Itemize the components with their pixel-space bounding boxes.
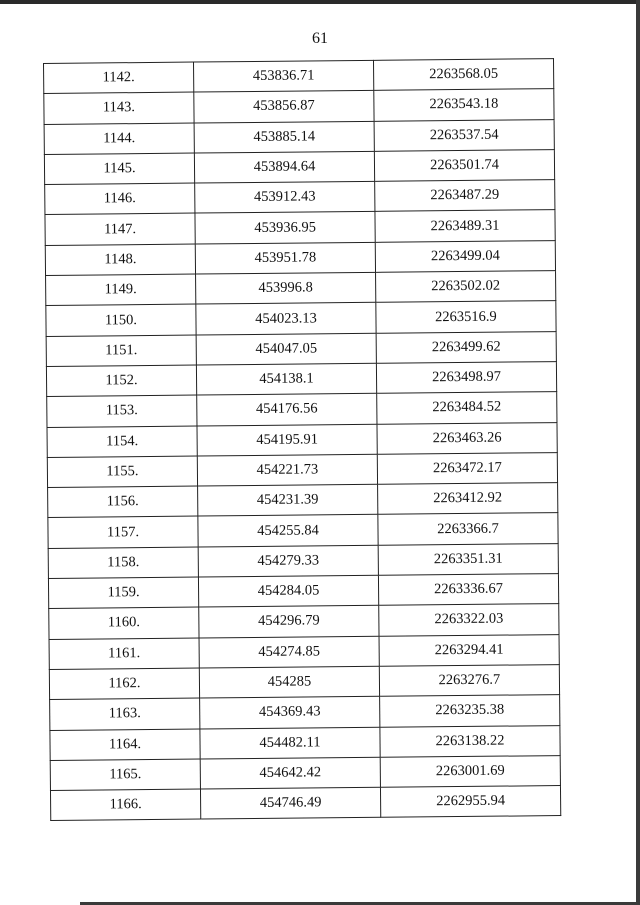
y-coordinate-cell: 2263472.17 [377, 452, 557, 484]
x-coordinate-cell: 454176.56 [197, 394, 377, 426]
table-row [50, 786, 560, 821]
y-coordinate-cell: 2263489.31 [375, 210, 555, 242]
y-coordinate-cell: 2263537.54 [374, 119, 554, 151]
point-number-cell: 1148. [45, 244, 195, 276]
x-coordinate-cell: 454221.73 [197, 454, 377, 486]
point-number-cell: 1150. [46, 304, 196, 336]
point-number-cell: 1152. [46, 365, 196, 397]
table-row [47, 392, 557, 427]
table-row [50, 725, 560, 760]
y-coordinate-cell: 2263499.62 [376, 331, 556, 363]
table-row [48, 483, 558, 518]
x-coordinate-cell: 454296.79 [199, 606, 379, 638]
y-coordinate-cell: 2263516.9 [376, 301, 556, 333]
y-coordinate-cell: 2263366.7 [378, 513, 558, 545]
point-number-cell: 1159. [48, 577, 198, 609]
y-coordinate-cell: 2263001.69 [380, 755, 560, 787]
y-coordinate-cell: 2263235.38 [380, 695, 560, 727]
table-row [48, 513, 558, 548]
y-coordinate-cell: 2263487.29 [375, 180, 555, 212]
table-row [45, 240, 555, 275]
y-coordinate-cell: 2263276.7 [379, 665, 559, 697]
table-row [45, 210, 555, 245]
table-row [46, 362, 556, 397]
table-row [48, 543, 558, 578]
table-row [47, 422, 557, 457]
table-row [46, 331, 556, 366]
table-row [49, 665, 559, 700]
table-row [50, 695, 560, 730]
x-coordinate-cell: 454195.91 [197, 424, 377, 456]
point-number-cell: 1142. [44, 62, 194, 94]
x-coordinate-cell: 454023.13 [196, 303, 376, 335]
table-row [46, 271, 556, 306]
coordinates-table-wrapper [43, 58, 560, 821]
x-coordinate-cell: 454642.42 [200, 757, 380, 789]
y-coordinate-cell: 2263501.74 [374, 149, 554, 181]
table-row [50, 755, 560, 790]
x-coordinate-cell: 454369.43 [200, 697, 380, 729]
point-number-cell: 1157. [48, 516, 198, 548]
x-coordinate-cell: 454231.39 [198, 484, 378, 516]
x-coordinate-cell: 454274.85 [199, 636, 379, 668]
point-number-cell: 1162. [49, 668, 199, 700]
point-number-cell: 1161. [49, 638, 199, 670]
y-coordinate-cell: 2263336.67 [378, 574, 558, 606]
x-coordinate-cell: 453885.14 [194, 121, 374, 153]
x-coordinate-cell: 453894.64 [194, 151, 374, 183]
y-coordinate-cell: 2263543.18 [374, 89, 554, 121]
y-coordinate-cell: 2263484.52 [377, 392, 557, 424]
point-number-cell: 1156. [48, 486, 198, 518]
y-coordinate-cell: 2263412.92 [378, 483, 558, 515]
x-coordinate-cell: 453912.43 [195, 182, 375, 214]
point-number-cell: 1165. [50, 759, 200, 791]
coordinates-table-body [44, 59, 561, 821]
x-coordinate-cell: 454482.11 [200, 727, 380, 759]
y-coordinate-cell: 2263138.22 [380, 725, 560, 757]
x-coordinate-cell: 454047.05 [196, 333, 376, 365]
point-number-cell: 1164. [50, 729, 200, 761]
y-coordinate-cell: 2263463.26 [377, 422, 557, 454]
x-coordinate-cell: 454285 [199, 666, 379, 698]
x-coordinate-cell: 454746.49 [200, 787, 380, 819]
y-coordinate-cell: 2263568.05 [373, 59, 553, 91]
scan-edge-top [0, 0, 640, 4]
x-coordinate-cell: 454255.84 [198, 515, 378, 547]
x-coordinate-cell: 453836.71 [193, 60, 373, 92]
y-coordinate-cell: 2263498.97 [376, 362, 556, 394]
point-number-cell: 1158. [48, 547, 198, 579]
y-coordinate-cell: 2263351.31 [378, 543, 558, 575]
x-coordinate-cell: 453936.95 [195, 212, 375, 244]
x-coordinate-cell: 454138.1 [196, 363, 376, 395]
y-coordinate-cell: 2263502.02 [376, 271, 556, 303]
point-number-cell: 1155. [47, 456, 197, 488]
point-number-cell: 1147. [45, 214, 195, 246]
point-number-cell: 1154. [47, 426, 197, 458]
table-row [44, 149, 554, 184]
point-number-cell: 1151. [46, 335, 196, 367]
point-number-cell: 1153. [47, 395, 197, 427]
x-coordinate-cell: 453951.78 [195, 242, 375, 274]
point-number-cell: 1146. [45, 183, 195, 215]
scan-edge-right [636, 0, 640, 905]
y-coordinate-cell: 2263294.41 [379, 634, 559, 666]
point-number-cell: 1144. [44, 123, 194, 155]
x-coordinate-cell: 453996.8 [196, 272, 376, 304]
page-number: 61 [312, 30, 328, 47]
table-row [45, 180, 555, 215]
table-row [46, 301, 556, 336]
table-row [44, 59, 554, 94]
y-coordinate-cell: 2263322.03 [379, 604, 559, 636]
point-number-cell: 1160. [49, 607, 199, 639]
coordinates-table [43, 58, 561, 821]
table-row [47, 452, 557, 487]
point-number-cell: 1163. [50, 698, 200, 730]
x-coordinate-cell: 454279.33 [198, 545, 378, 577]
table-row [49, 634, 559, 669]
table-row [44, 119, 554, 154]
point-number-cell: 1145. [44, 153, 194, 185]
table-row [48, 574, 558, 609]
x-coordinate-cell: 454284.05 [198, 575, 378, 607]
x-coordinate-cell: 453856.87 [194, 91, 374, 123]
point-number-cell: 1143. [44, 92, 194, 124]
point-number-cell: 1149. [46, 274, 196, 306]
point-number-cell: 1166. [50, 789, 200, 821]
y-coordinate-cell: 2263499.04 [375, 240, 555, 272]
y-coordinate-cell: 2262955.94 [380, 786, 560, 818]
table-row [44, 89, 554, 124]
table-row [49, 604, 559, 639]
